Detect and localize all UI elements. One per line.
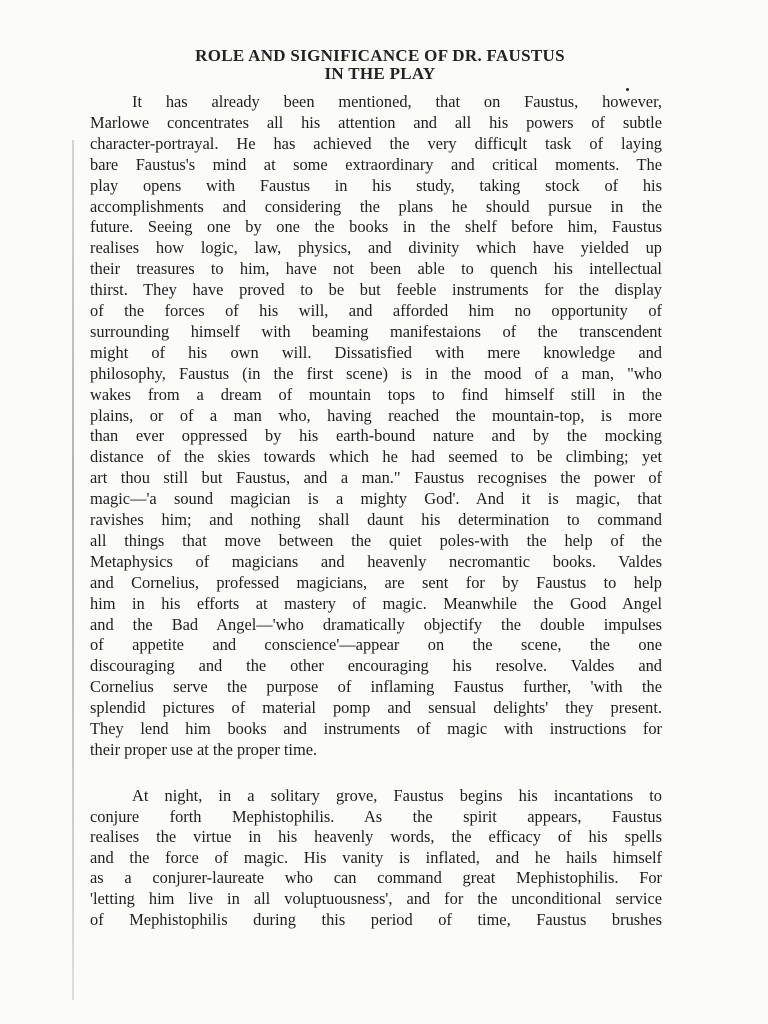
text-line: It has already been mentioned, that on Faustus, however, [132, 92, 662, 111]
text-line: They lend him books and instruments of magic with instructions for [90, 719, 662, 738]
text-line: discouraging and the other encouraging his resolve. Valdes and [90, 656, 662, 676]
text-line: accomplishments and considering the plans he should pursue in the [90, 196, 662, 216]
text-line: ravishes him; and nothing shall daunt his determination to command [90, 510, 662, 529]
text-line: conjure forth Mephistophilis. As the spirit appears, Faustus [90, 806, 662, 826]
ink-speck [626, 88, 629, 91]
text-line: splendid pictures of material pomp and sensual delights' they present. [90, 698, 662, 718]
text-line: realises how logic, law, physics, and divinity which have yielded up [90, 238, 662, 258]
text-line: philosophy, Faustus (in the first scene) is in the mood of a man, "who [90, 363, 662, 383]
text-line: all things that move between the quiet poles-with the help of the [90, 530, 662, 550]
text-line: and the force of magic. His vanity is inflated, and he hails himself [90, 847, 662, 867]
text-line: thirst. They have proved to be but feeble instruments for the display [90, 280, 662, 300]
text-line: bare Faustus's mind at some extraordinary and critical moments. The [90, 154, 662, 174]
text-line: their proper use at the proper time. [90, 739, 318, 759]
text-line: him in his efforts at mastery of magic. Meanwhile the Good Angel [90, 593, 662, 613]
text-line: Metaphysics of magicians and heavenly necromantic books. Valdes [90, 551, 662, 571]
text-line: than ever oppressed by his earth-bound nature and by the mocking [90, 426, 662, 446]
binding-margin-line [72, 140, 74, 1000]
page-title-line-1: ROLE AND SIGNIFICANCE OF DR. FAUSTUS [195, 46, 565, 65]
text-line: character-portrayal. He has achieved the very difficult task of laying [90, 133, 662, 153]
text-line: realises the virtue in his heavenly words, the efficacy of his spells [90, 827, 662, 847]
text-line: wakes from a dream of mountain tops to find himself still in the [90, 384, 662, 404]
text-line: as a conjurer-laureate who can command great Mephistophilis. For [90, 868, 662, 888]
text-line: future. Seeing one by one the books in the shelf before him, Faustus [90, 217, 662, 237]
text-line: and the Bad Angel—'who dramatically objectify the double impulses [90, 614, 662, 634]
text-line: of the forces of his will, and afforded him no opportunity of [90, 301, 662, 320]
text-line: of Mephistophilis during this period of time, Faustus brushes [90, 909, 662, 929]
text-line: art thou still but Faustus, and a man." Faustus recognises the power of [90, 468, 662, 488]
text-line: distance of the skies towards which he had seemed to be climbing; yet [90, 447, 662, 467]
text-line: plains, or of a man who, having reached the mountain-top, is more [90, 405, 662, 425]
text-line: of appetite and conscience'—appear on the scene, the one [90, 635, 662, 655]
text-line: and Cornelius, professed magicians, are sent for by Faustus to help [90, 572, 662, 592]
page-title-line-2: IN THE PLAY [324, 64, 436, 83]
text-line: At night, in a solitary grove, Faustus begins his incantations to [132, 786, 662, 805]
text-line: Cornelius serve the purpose of inflaming Faustus further, 'with the [90, 677, 662, 697]
text-line: their treasures to him, have not been able to quench his intellectual [90, 259, 662, 279]
text-line: 'letting him live in all voluptuousness', and for the unconditional service [90, 889, 662, 908]
text-line: play opens with Faustus in his study, taking stock of his [90, 175, 662, 195]
text-line: might of his own will. Dissatisfied with mere knowledge and [90, 342, 662, 362]
text-line: surrounding himself with beaming manifestaions of the transcendent [90, 321, 662, 341]
text-line: magic—'a sound magician is a mighty God'. And it is magic, that [90, 489, 662, 509]
text-line: Marlowe concentrates all his attention and all his powers of subtle [90, 112, 662, 132]
